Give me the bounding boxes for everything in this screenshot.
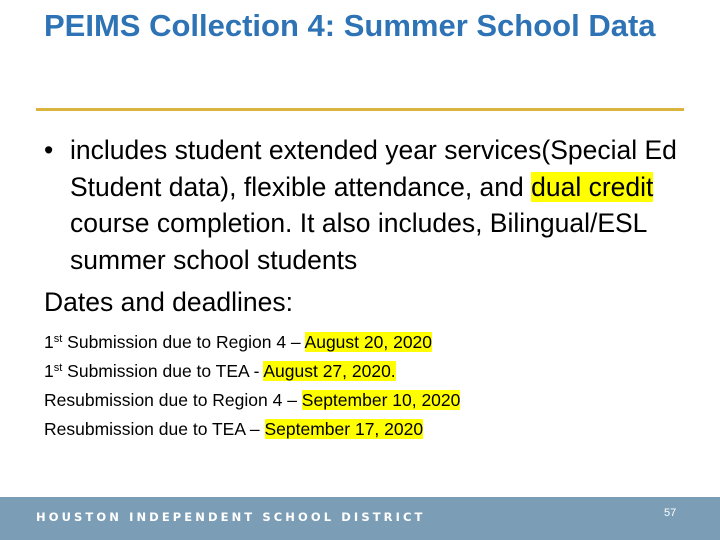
- footer-organization: HOUSTON INDEPENDENT SCHOOL DISTRICT: [36, 510, 426, 524]
- schedule-row: [44, 357, 694, 386]
- schedule-ordinal-suffix: st: [53, 362, 63, 375]
- slide-body: [44, 132, 694, 444]
- schedule-label: Submission due to TEA -: [62, 361, 264, 382]
- bullet-text-end: course completion. It also includes, Bilingual/ESL summer school students: [70, 208, 647, 275]
- schedule-date: August 27, 2020.: [263, 361, 396, 382]
- bullet-text-start: includes student extended year services(Special Ed Student data), flexible attendance, and: [70, 135, 677, 202]
- slide-title: PEIMS Collection 4: Summer School Data: [44, 8, 656, 43]
- schedule-label: Resubmission due to TEA –: [44, 419, 265, 440]
- highlighted-dual-credit: dual credit: [531, 171, 654, 202]
- schedule-date: September 17, 2020: [264, 419, 424, 440]
- schedule-row: [44, 386, 694, 415]
- schedule-row: [44, 415, 694, 444]
- schedule-date: August 20, 2020: [304, 332, 433, 353]
- page-number: 57: [664, 507, 677, 519]
- bullet-item: [44, 132, 694, 278]
- schedule-ordinal: 1: [44, 332, 54, 353]
- schedule-label: Submission due to Region 4 –: [62, 332, 305, 353]
- title-divider: [36, 108, 684, 111]
- schedule-label: Resubmission due to Region 4 –: [44, 390, 302, 411]
- schedule-ordinal: 1: [44, 361, 54, 382]
- schedule-row: [44, 328, 694, 357]
- dates-heading: Dates and deadlines:: [44, 287, 293, 318]
- footer-bar: [0, 497, 720, 540]
- schedule-ordinal-suffix: st: [53, 333, 63, 346]
- bullet-marker: •: [44, 135, 54, 165]
- schedule-date: September 10, 2020: [301, 390, 461, 411]
- schedule-list: [44, 328, 694, 444]
- bullet-text: [70, 132, 694, 278]
